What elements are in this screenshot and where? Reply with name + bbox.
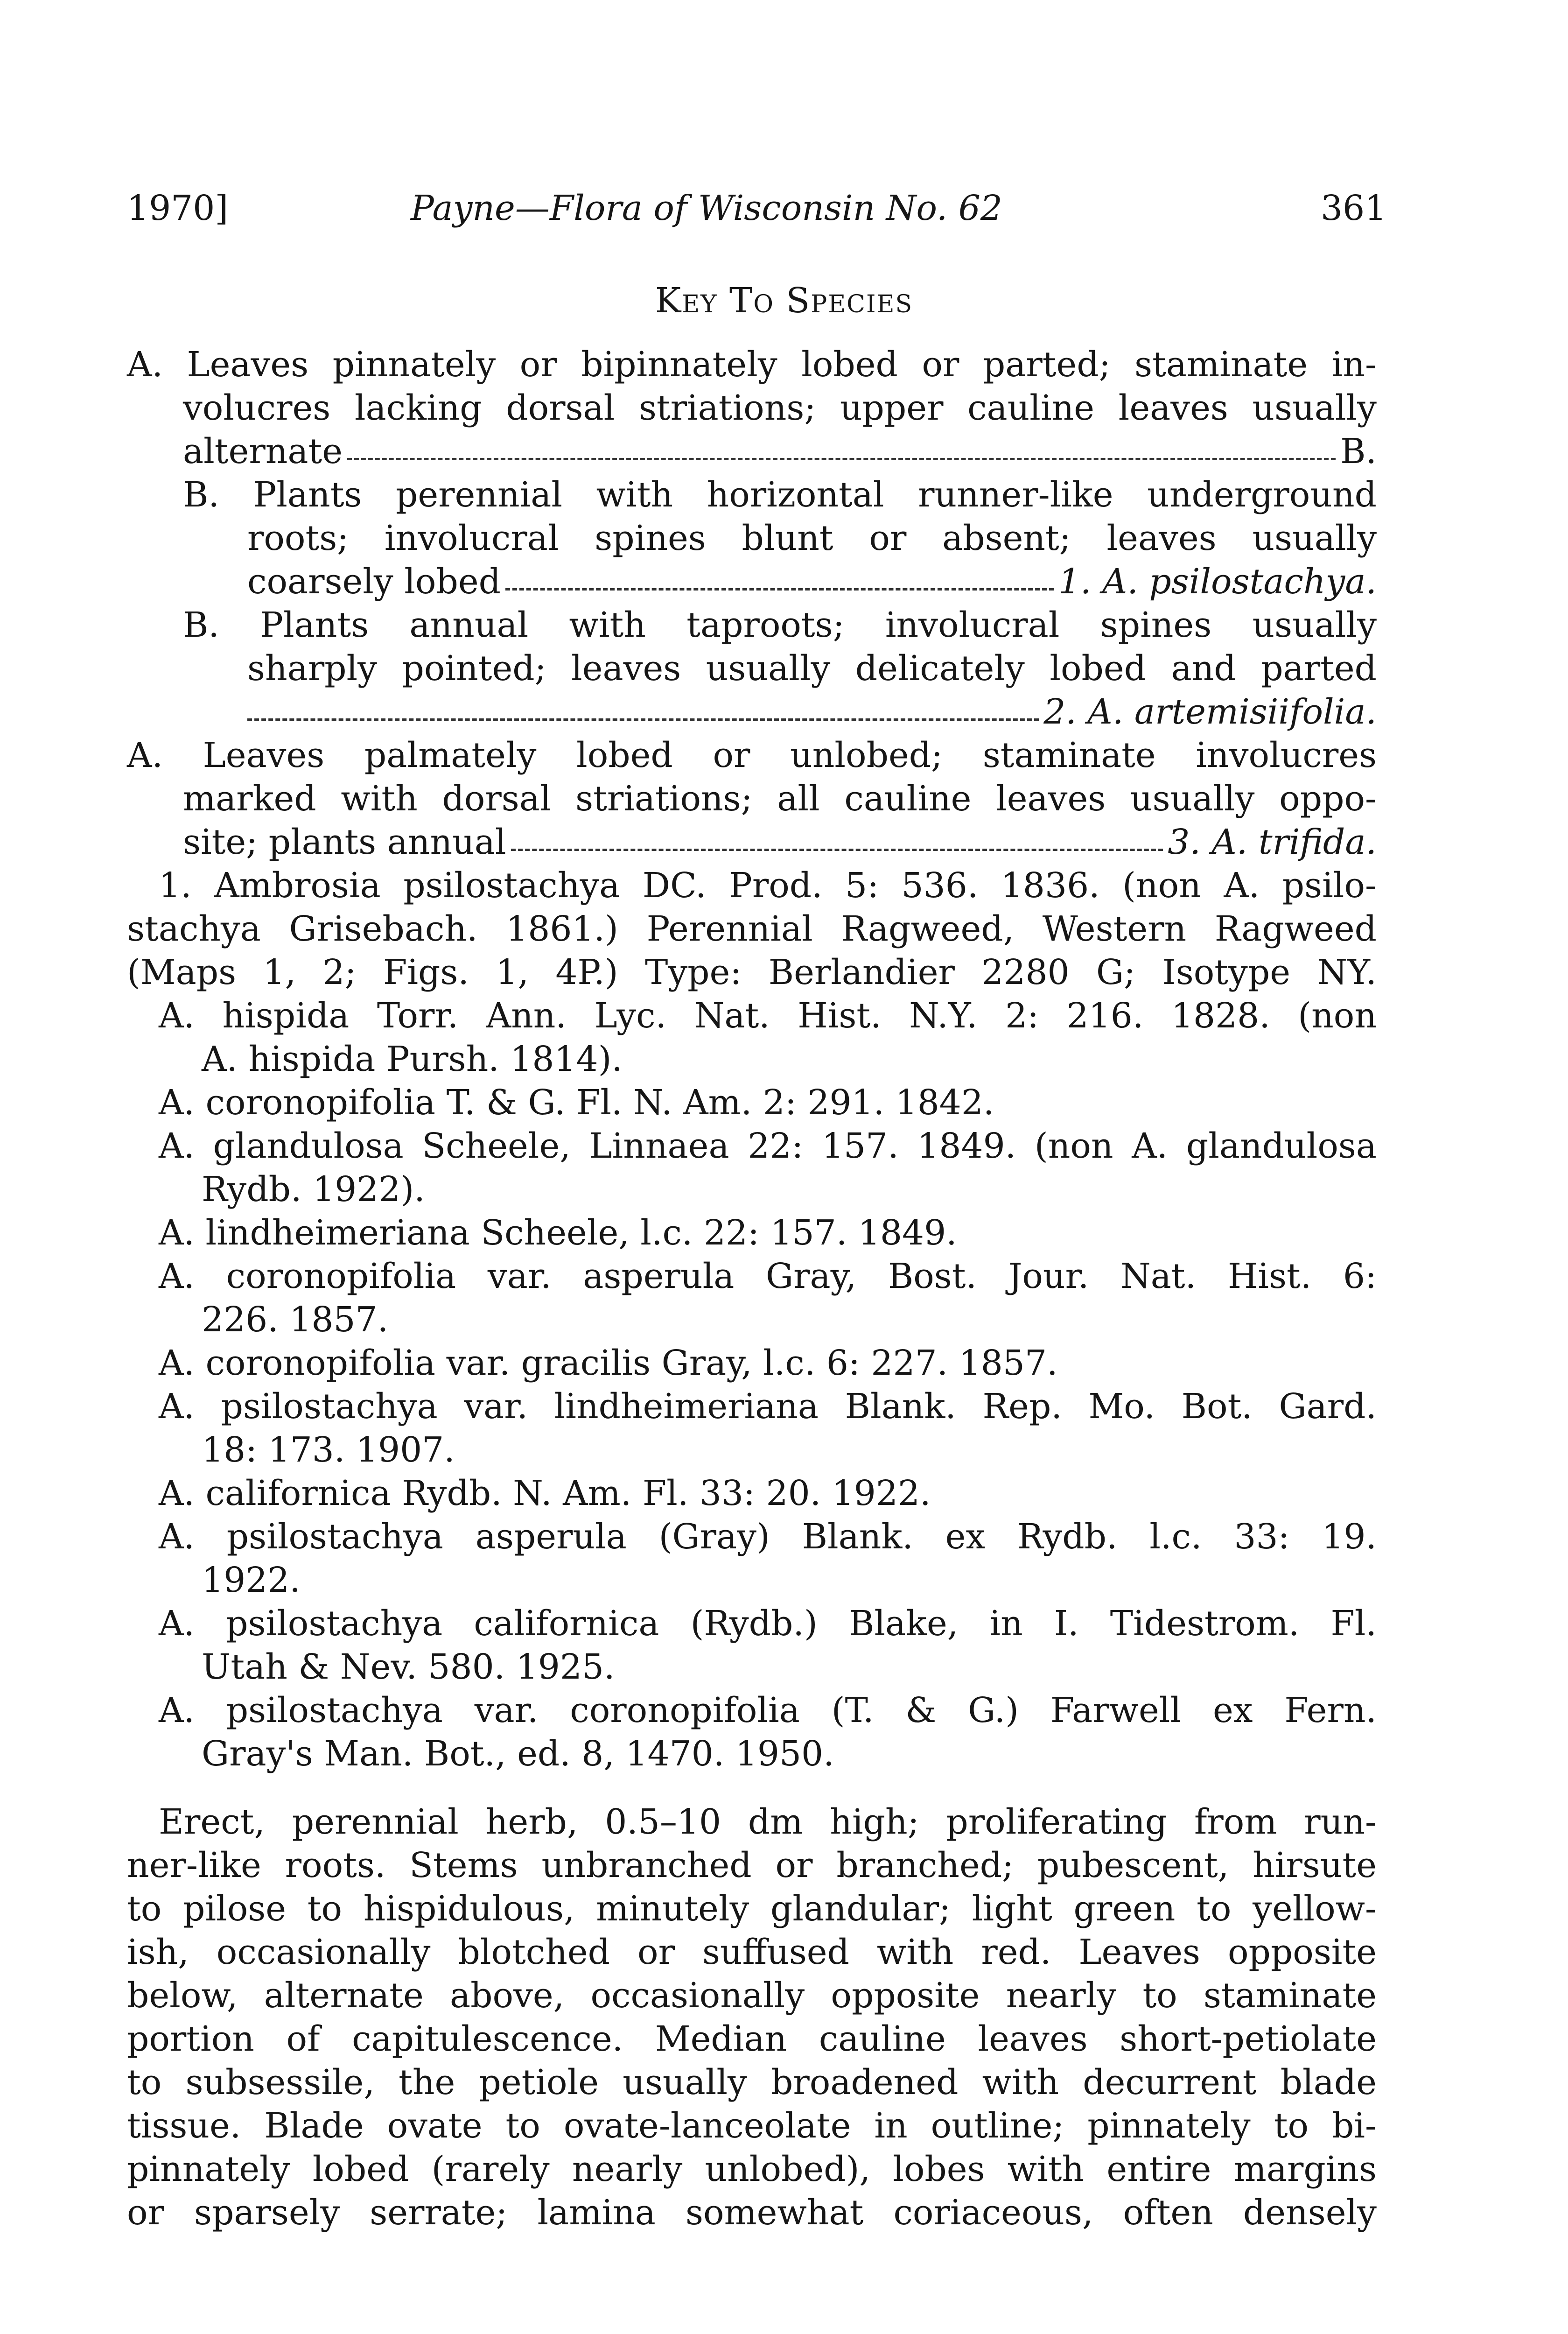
description-line: below, alternate above, occasionally opposite nearly to staminate <box>127 1975 1377 2016</box>
page-number: 361 <box>1321 188 1387 228</box>
synonym-line: A. coronopifolia var. asperula Gray, Bost. Jour. Nat. Hist. 6: <box>159 1256 1377 1296</box>
synonym-line: A. psilostachya var. lindheimeriana Blank. Rep. Mo. Bot. Gard. <box>159 1386 1377 1427</box>
key-lead-text: site; plants annual <box>183 822 506 862</box>
key-target: 2. A. artemisiifolia. <box>1043 692 1377 732</box>
key-line: roots; involucral spines blunt or absent; leaves usually <box>247 518 1377 558</box>
key-lead-line <box>247 560 1377 603</box>
key-line: A. Leaves palmately lobed or unlobed; staminate involucres <box>127 735 1377 775</box>
species-heading-line: stachya Grisebach. 1861.) Perennial Ragweed, Western Ragweed <box>127 909 1377 949</box>
description-line: portion of capitulescence. Median cauline leaves short-petiolate <box>127 2019 1377 2059</box>
key-line: marked with dorsal striations; all cauline leaves usually oppo- <box>183 779 1377 819</box>
key-lead-line <box>183 821 1377 864</box>
description-line: pinnately lobed (rarely nearly unlobed), lobes with entire margins <box>127 2149 1377 2189</box>
description-line: to subsessile, the petiole usually broadened with decurrent blade <box>127 2062 1377 2102</box>
key-lead-text: coarsely lobed <box>247 562 501 602</box>
synonym-line: 226. 1857. <box>202 1300 389 1340</box>
synonym-line: A. californica Rydb. N. Am. Fl. 33: 20. 1922. <box>159 1473 931 1513</box>
leader-dots <box>347 458 1336 460</box>
running-head-year: 1970] <box>127 188 229 228</box>
description-line: tissue. Blade ovate to ovate-lanceolate in outline; pinnately to bi- <box>127 2106 1377 2146</box>
synonym-line: A. psilostachya californica (Rydb.) Blake, in I. Tidestrom. Fl. <box>159 1603 1377 1644</box>
key-line: sharply pointed; leaves usually delicately lobed and parted <box>247 648 1377 689</box>
species-heading-line: 1. Ambrosia psilostachya DC. Prod. 5: 536. 1836. (non A. psilo- <box>159 865 1377 906</box>
synonym-line: A. psilostachya var. coronopifolia (T. & G.) Farwell ex Fern. <box>159 1690 1377 1730</box>
key-line: volucres lacking dorsal striations; upper cauline leaves usually <box>183 388 1377 428</box>
leader-dots <box>511 849 1163 851</box>
key-lead-text: alternate <box>183 431 343 471</box>
synonym-line: A. hispida Torr. Ann. Lyc. Nat. Hist. N.Y. 2: 216. 1828. (non <box>159 996 1377 1036</box>
synonym-line: Utah & Nev. 580. 1925. <box>202 1647 615 1687</box>
leader-dots <box>247 718 1039 721</box>
key-target: 3. A. trifida. <box>1168 822 1377 862</box>
key-line: B. Plants perennial with horizontal runner-like underground <box>183 475 1377 515</box>
synonym-line: A. coronopifolia T. & G. Fl. N. Am. 2: 291. 1842. <box>159 1083 994 1123</box>
description-line: ner-like roots. Stems unbranched or branched; pubescent, hirsute <box>127 1845 1377 1885</box>
key-target: B. <box>1340 431 1377 471</box>
key-lead-line <box>247 690 1377 733</box>
synonym-line: A. lindheimeriana Scheele, l.c. 22: 157. 1849. <box>159 1213 957 1253</box>
leader-dots <box>505 588 1054 591</box>
synonym-line: A. psilostachya asperula (Gray) Blank. ex Rydb. l.c. 33: 19. <box>159 1517 1377 1557</box>
synonym-line: Rydb. 1922). <box>202 1169 425 1209</box>
synonym-line: Gray's Man. Bot., ed. 8, 1470. 1950. <box>202 1734 834 1774</box>
synonym-line: A. hispida Pursh. 1814). <box>202 1039 623 1079</box>
running-head-title: Payne—Flora of Wisconsin No. 62 <box>411 188 1002 228</box>
description-line: ish, occasionally blotched or suffused with red. Leaves opposite <box>127 1932 1377 1972</box>
synonym-line: A. glandulosa Scheele, Linnaea 22: 157. 1849. (non A. glandulosa <box>159 1126 1377 1166</box>
description-line: to pilose to hispidulous, minutely glandular; light green to yellow- <box>127 1889 1377 1929</box>
key-lead-line <box>183 430 1377 473</box>
description-line: Erect, perennial herb, 0.5–10 dm high; proliferating from run- <box>159 1802 1377 1842</box>
key-line: A. Leaves pinnately or bipinnately lobed or parted; staminate in- <box>127 344 1377 385</box>
key-title: Key To Species <box>655 281 913 321</box>
key-target: 1. A. psilostachya. <box>1058 562 1377 602</box>
synonym-line: 1922. <box>202 1560 301 1600</box>
synonym-line: 18: 173. 1907. <box>202 1430 455 1470</box>
synonym-line: A. coronopifolia var. gracilis Gray, l.c. 6: 227. 1857. <box>159 1343 1058 1383</box>
species-heading-line: (Maps 1, 2; Figs. 1, 4P.) Type: Berlandier 2280 G; Isotype NY. <box>127 952 1377 992</box>
key-line: B. Plants annual with taproots; involucral spines usually <box>183 605 1377 645</box>
description-line: or sparsely serrate; lamina somewhat coriaceous, often densely <box>127 2193 1377 2233</box>
